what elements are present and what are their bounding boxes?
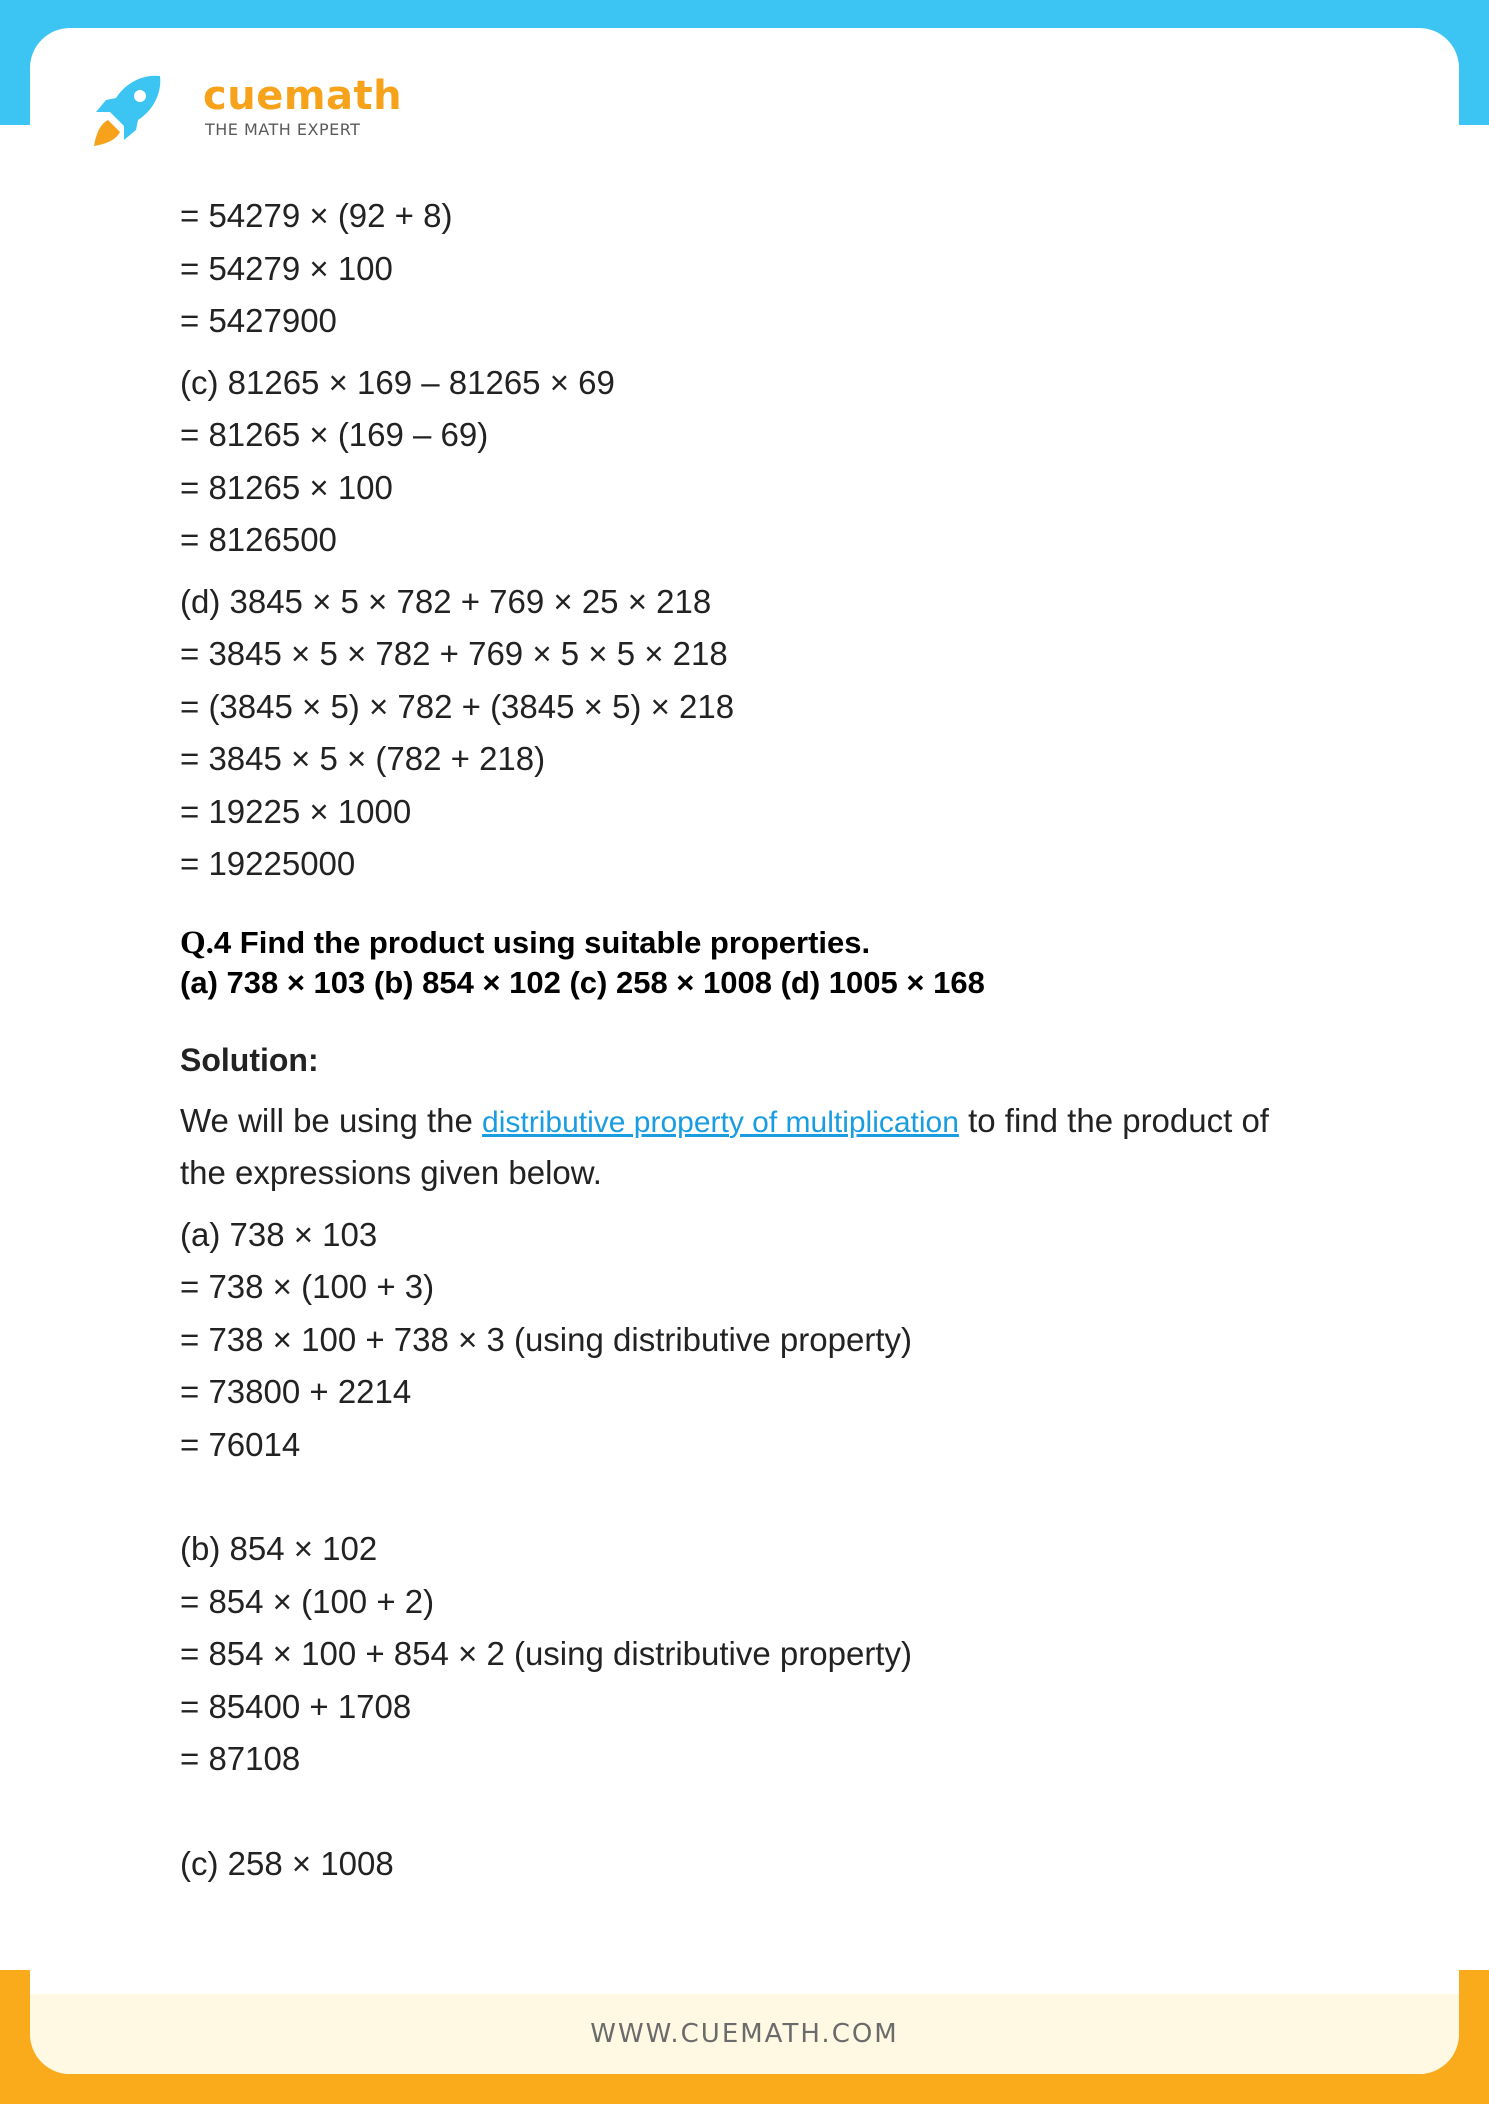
- step-line: = 8126500: [180, 521, 337, 558]
- step-line: = 54279 × (92 + 8): [180, 197, 453, 234]
- step-line: (c) 81265 × 169 – 81265 × 69: [180, 363, 615, 401]
- question-text: 4 Find the product using suitable properties.: [213, 924, 871, 960]
- rocket-icon: [86, 70, 166, 150]
- brand-name: cuemath: [203, 73, 403, 119]
- intro-text-continued: to find the product of: [958, 1101, 1269, 1139]
- step-line: = 81265 × 100: [180, 468, 393, 506]
- step-line: = 854 × 100 + 854 × 2 (using distributive property): [180, 1635, 912, 1672]
- brand-logo[interactable]: [86, 70, 403, 150]
- step-line: = 73800 + 2214: [180, 1373, 412, 1410]
- step-line: = 19225 × 1000: [180, 792, 412, 830]
- step-line: = 738 × (100 + 3): [180, 1268, 435, 1305]
- step-line: = 5427900: [180, 302, 337, 339]
- step-line: = 19225000: [180, 845, 356, 882]
- step-line: = 85400 + 1708: [180, 1687, 412, 1725]
- step-line: (a) 738 × 103: [180, 1215, 378, 1253]
- step-line: = 54279 × 100: [180, 249, 393, 287]
- intro-line: [180, 1095, 1360, 1148]
- step-line: = 854 × (100 + 2): [180, 1582, 435, 1620]
- step-line: = 3845 × 5 × 782 + 769 × 5 × 5 × 218: [180, 635, 728, 672]
- solution-content: [180, 190, 1360, 1890]
- step-line: = 738 × 100 + 738 × 3 (using distributive property): [180, 1320, 912, 1358]
- intro-line-2: the expressions given below.: [180, 1154, 602, 1191]
- step-line: (d) 3845 × 5 × 782 + 769 × 25 × 218: [180, 582, 712, 620]
- solution-heading: Solution:: [180, 1041, 319, 1078]
- step-line: = 81265 × (169 – 69): [180, 416, 489, 453]
- step-line: = (3845 × 5) × 782 + (3845 × 5) × 218: [180, 687, 735, 725]
- page-card: [30, 28, 1459, 2074]
- step-line: (b) 854 × 102: [180, 1530, 378, 1567]
- question-title: [180, 923, 1360, 963]
- step-line: = 76014: [180, 1425, 301, 1463]
- brand-tagline: THE MATH EXPERT: [205, 120, 361, 139]
- question-prefix: Q.: [180, 924, 214, 961]
- step-line: = 87108: [180, 1740, 301, 1777]
- intro-text: We will be using the: [180, 1101, 483, 1139]
- distributive-property-link[interactable]: distributive property of multiplication: [482, 1105, 959, 1139]
- step-line: (c) 258 × 1008: [180, 1844, 394, 1882]
- step-line: = 3845 × 5 × (782 + 218): [180, 740, 546, 777]
- question-parts: (a) 738 × 103 (b) 854 × 102 (c) 258 × 1008 (d) 1005 × 168: [180, 964, 985, 1000]
- footer-url[interactable]: WWW.CUEMATH.COM: [30, 1994, 1459, 2074]
